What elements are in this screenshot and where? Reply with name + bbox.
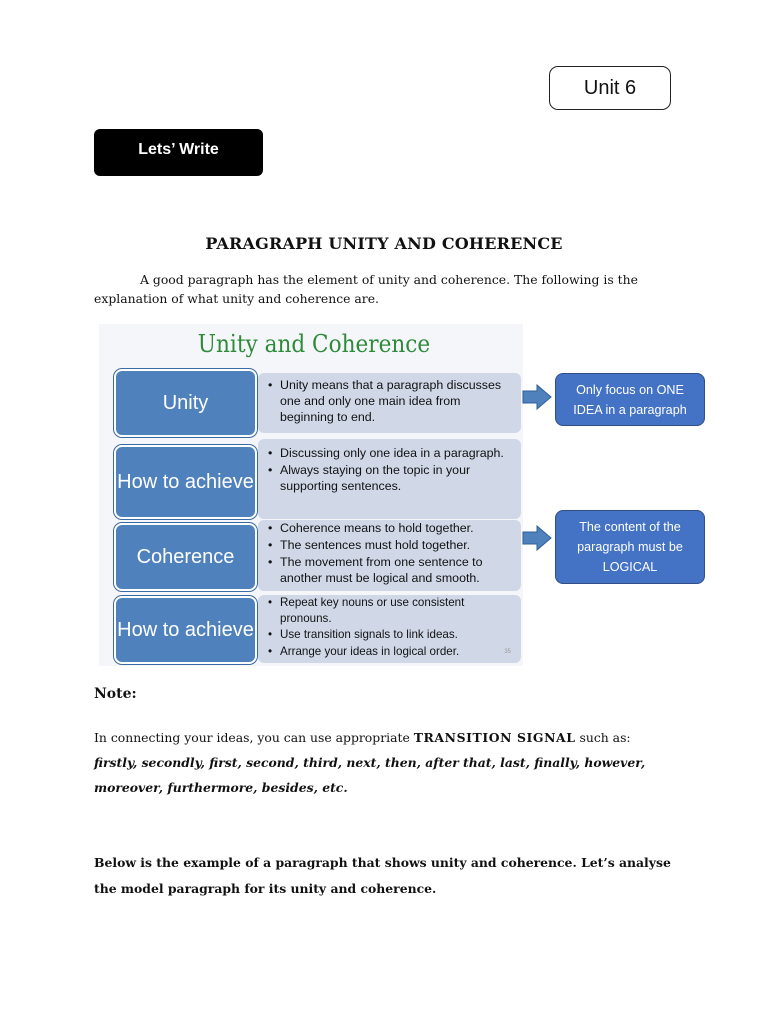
bullet: • Arrange your ideas in logical order. <box>268 644 515 660</box>
bullet: • Coherence means to hold together. <box>268 520 515 536</box>
label-unity: Unity <box>114 369 257 437</box>
bullet: • Repeat key nouns or use consistent pronouns. <box>268 595 515 626</box>
note-body <box>94 725 674 800</box>
desc-how-to-achieve-coherence <box>258 595 521 663</box>
example-instruction: Below is the example of a paragraph that shows unity and coherence. Let’s analyse the model paragraph for its unity and coherence. <box>94 855 671 896</box>
transition-signal-term: TRANSITION SIGNAL <box>413 730 576 745</box>
note-text: such as: <box>575 730 631 745</box>
transition-words: firstly, secondly, first, second, third, next, then, after that, last, finally, however, moreover, furthermore, besides, etc. <box>94 755 646 795</box>
bullet: • The sentences must hold together. <box>268 537 515 553</box>
label-how-to-achieve-coherence: How to achieve <box>114 596 257 664</box>
intro-line-2: explanation of what unity and coherence are. <box>94 291 379 306</box>
label-how-to-achieve-unity: How to achieve <box>114 445 257 519</box>
callout-unity: Only focus on ONE IDEA in a paragraph <box>555 373 705 426</box>
diagram-title: Unity and Coherence <box>197 330 431 358</box>
unity-coherence-diagram <box>99 324 709 668</box>
slide-number: 35 <box>504 648 511 655</box>
note-text: In connecting your ideas, you can use appropriate <box>94 730 414 745</box>
unit-label: Unit 6 <box>549 66 671 110</box>
right-arrow-icon <box>522 384 552 410</box>
bullet: • Always staying on the topic in your supporting sentences. <box>268 462 515 494</box>
lets-write-banner: Lets’ Write <box>94 129 263 176</box>
page-title: PARAGRAPH UNITY AND COHERENCE <box>205 234 563 253</box>
bullet: • Unity means that a paragraph discusses one and only one main idea from beginning to end. <box>268 377 515 425</box>
right-arrow-icon <box>522 525 552 551</box>
desc-coherence <box>258 520 521 591</box>
label-coherence: Coherence <box>114 523 257 591</box>
desc-how-to-achieve-unity <box>258 439 521 519</box>
bullet: • Use transition signals to link ideas. <box>268 627 515 643</box>
intro-line-1: A good paragraph has the element of unity and coherence. The following is the <box>140 272 638 287</box>
bullet: • Discussing only one idea in a paragraph. <box>268 445 515 461</box>
desc-unity <box>258 373 521 433</box>
note-heading: Note: <box>94 686 137 702</box>
callout-coherence: The content of the paragraph must be LOGICAL <box>555 510 705 584</box>
bullet: • The movement from one sentence to another must be logical and smooth. <box>268 554 515 586</box>
intro-paragraph <box>94 270 674 308</box>
